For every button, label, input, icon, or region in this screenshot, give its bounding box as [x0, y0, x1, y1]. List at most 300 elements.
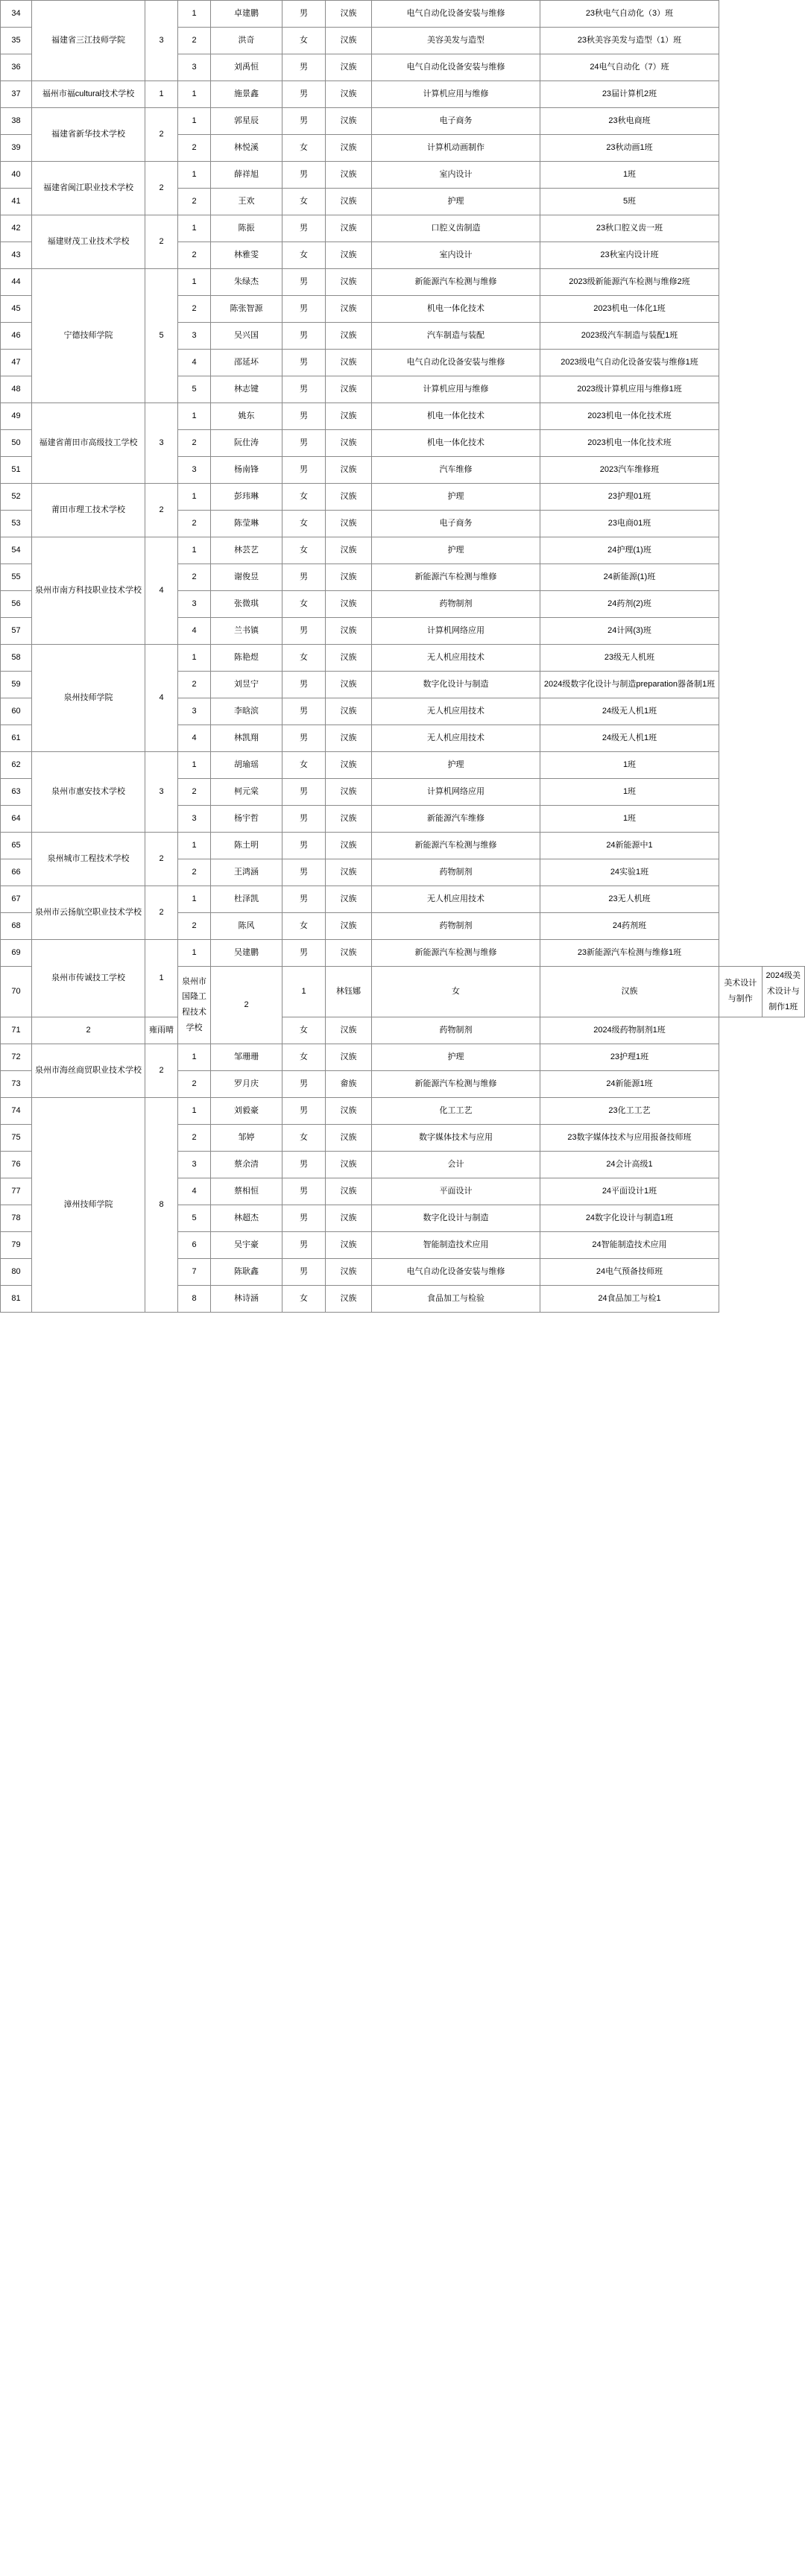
cell-gender-text: 男 [300, 277, 308, 287]
cell-seq [1, 1151, 32, 1178]
cell-seq-text: 75 [11, 1132, 21, 1142]
cell-name [211, 162, 282, 189]
cell-class-text: 2023级电气自动化设备安装与维修1班 [561, 358, 698, 367]
cell-ethnicity-text: 汉族 [340, 411, 357, 421]
cell-seq-text: 57 [11, 626, 21, 636]
cell-major [372, 1017, 540, 1044]
cell-class [540, 350, 719, 376]
cell-index [178, 484, 211, 511]
cell-gender [282, 1, 326, 28]
cell-major [372, 376, 540, 403]
cell-class-text: 1班 [622, 787, 637, 797]
cell-major-text: 无人机应用技术 [427, 894, 484, 904]
cell-index [178, 806, 211, 833]
cell-index-text: 3 [192, 1159, 197, 1169]
cell-ethnicity [540, 967, 719, 1017]
cell-seq-text: 70 [11, 986, 21, 996]
cell-seq [1, 1, 32, 28]
cell-school-text: 泉州市南方科技职业技术学校 [35, 586, 142, 596]
cell-index [178, 1231, 211, 1258]
cell-ethnicity [326, 215, 372, 242]
cell-seq [1, 967, 32, 1017]
cell-seq [1, 1070, 32, 1097]
cell-ethnicity-text: 汉族 [340, 438, 357, 448]
cell-count-text: 2 [159, 505, 164, 515]
cell-school [32, 403, 145, 484]
cell-gender-text: 男 [300, 680, 308, 689]
cell-major [719, 967, 763, 1017]
cell-major-text: 无人机应用技术 [427, 707, 484, 716]
cell-count-text: 3 [159, 438, 164, 448]
cell-gender [282, 645, 326, 672]
cell-index [178, 269, 211, 296]
cell-index-text: 1 [192, 170, 197, 180]
cell-class-text: 1班 [622, 170, 637, 180]
cell-name-text: 卓建鹏 [234, 9, 259, 19]
table-row [1, 162, 805, 189]
cell-seq-text: 80 [11, 1266, 21, 1276]
cell-gender [282, 376, 326, 403]
cell-seq-text: 38 [11, 116, 21, 126]
cell-class [540, 1258, 719, 1285]
cell-ethnicity [326, 81, 372, 108]
cell-major [372, 940, 540, 967]
cell-name-text: 谢俊昱 [234, 572, 259, 582]
cell-ethnicity-text: 汉族 [340, 599, 357, 609]
cell-index-text: 7 [192, 1266, 197, 1276]
cell-major-text: 药物制剂 [439, 868, 473, 877]
cell-major-text: 计算机网络应用 [427, 787, 484, 797]
cell-gender [282, 296, 326, 323]
cell-major [372, 403, 540, 430]
cell-name [211, 269, 282, 296]
cell-school-text: 泉州市国隆工程技术学校 [182, 976, 206, 1033]
cell-class [540, 564, 719, 591]
cell-seq-text: 42 [11, 224, 21, 233]
cell-gender-text: 男 [300, 1159, 308, 1169]
cell-school [178, 967, 211, 1044]
cell-ethnicity [326, 752, 372, 779]
cell-seq [1, 1178, 32, 1205]
cell-ethnicity-text: 汉族 [340, 385, 357, 394]
cell-index-text: 2 [192, 680, 197, 689]
cell-gender-text: 女 [300, 1052, 308, 1061]
cell-name-text: 林雅雯 [234, 250, 259, 260]
cell-major-text: 电气自动化设备安装与维修 [406, 63, 505, 72]
cell-name-text: 林芸艺 [234, 546, 259, 555]
cell-seq [1, 376, 32, 403]
cell-ethnicity-text: 汉族 [340, 1132, 357, 1142]
cell-seq-text: 54 [11, 546, 21, 555]
cell-major [372, 1097, 540, 1124]
cell-name-text: 柯元棠 [234, 787, 259, 797]
cell-ethnicity [326, 1231, 372, 1258]
cell-seq-text: 47 [11, 358, 21, 367]
cell-major [372, 859, 540, 886]
cell-count-text: 4 [159, 693, 164, 703]
cell-ethnicity-text: 汉族 [340, 358, 357, 367]
cell-index-text: 5 [192, 1213, 197, 1222]
cell-count [145, 81, 178, 108]
cell-seq-text: 62 [11, 760, 21, 770]
cell-class [540, 1070, 719, 1097]
cell-seq-text: 52 [11, 492, 21, 502]
cell-name-text: 洪奇 [238, 36, 255, 45]
cell-gender [282, 1044, 326, 1070]
cell-index-text: 1 [192, 116, 197, 126]
cell-gender-text: 男 [300, 814, 308, 824]
cell-name-text: 姚东 [238, 411, 255, 421]
cell-gender [282, 108, 326, 135]
cell-major-text: 计算机应用与维修 [423, 385, 489, 394]
cell-seq [1, 886, 32, 913]
cell-ethnicity [326, 28, 372, 54]
cell-ethnicity-text: 汉族 [340, 1186, 357, 1196]
cell-class [540, 698, 719, 725]
cell-name [211, 591, 282, 618]
cell-gender [282, 350, 326, 376]
cell-class [540, 806, 719, 833]
cell-gender [282, 242, 326, 269]
cell-ethnicity [326, 1258, 372, 1285]
cell-name [211, 81, 282, 108]
cell-ethnicity [326, 1178, 372, 1205]
cell-class-text: 24级无人机1班 [602, 733, 657, 743]
cell-ethnicity [326, 618, 372, 645]
cell-index [178, 1258, 211, 1285]
cell-name [211, 189, 282, 215]
cell-class-text: 23届计算机2班 [602, 89, 657, 99]
cell-major [372, 1151, 540, 1178]
cell-name-text: 胡瑜瑶 [234, 760, 259, 770]
cell-major [372, 135, 540, 162]
cell-major [372, 698, 540, 725]
cell-ethnicity-text: 汉族 [340, 1105, 357, 1115]
cell-index [178, 135, 211, 162]
cell-class [540, 591, 719, 618]
cell-gender [372, 967, 540, 1017]
cell-index [178, 403, 211, 430]
cell-ethnicity-text: 汉族 [340, 572, 357, 582]
cell-ethnicity [326, 54, 372, 81]
cell-gender-text: 男 [300, 170, 308, 180]
cell-class [540, 725, 719, 752]
cell-index [178, 1285, 211, 1312]
cell-name-text: 林志键 [234, 385, 259, 394]
cell-gender-text: 女 [300, 492, 308, 502]
cell-gender [282, 511, 326, 537]
cell-gender [282, 940, 326, 967]
cell-ethnicity-text: 汉族 [340, 143, 357, 153]
cell-seq [1, 564, 32, 591]
cell-name [211, 672, 282, 698]
cell-ethnicity [326, 1151, 372, 1178]
cell-gender [282, 1258, 326, 1285]
cell-index-text: 1 [192, 653, 197, 663]
cell-major [372, 108, 540, 135]
cell-name [211, 323, 282, 350]
cell-index-text: 2 [192, 304, 197, 314]
cell-name [211, 564, 282, 591]
cell-index-text: 1 [192, 760, 197, 770]
cell-name [211, 511, 282, 537]
cell-gender [282, 215, 326, 242]
cell-major-text: 药物制剂 [439, 599, 473, 609]
cell-school [32, 1, 145, 81]
cell-school [32, 108, 145, 162]
cell-school [32, 833, 145, 886]
cell-count-text: 4 [159, 586, 164, 596]
cell-gender [282, 537, 326, 564]
cell-class [540, 645, 719, 672]
cell-major-text: 药物制剂 [439, 1025, 473, 1035]
cell-name-text: 林悦溪 [234, 143, 259, 153]
cell-seq-text: 51 [11, 465, 21, 475]
cell-seq-text: 66 [11, 868, 21, 877]
cell-class-text: 24新能源1班 [606, 1079, 653, 1088]
cell-major-text: 新能源汽车检测与维修 [414, 948, 497, 958]
cell-ethnicity-text: 汉族 [340, 89, 357, 99]
cell-gender-text: 男 [300, 1266, 308, 1276]
table-row [1, 833, 805, 859]
cell-name-text: 林超杰 [234, 1213, 259, 1222]
cell-ethnicity [326, 296, 372, 323]
cell-gender-text: 男 [300, 894, 308, 904]
cell-ethnicity-text: 畲族 [340, 1079, 357, 1088]
cell-major [372, 1178, 540, 1205]
cell-gender-text: 男 [300, 331, 308, 341]
cell-ethnicity [326, 833, 372, 859]
cell-name [211, 28, 282, 54]
cell-class-text: 2024级美术设计与制作1班 [765, 971, 801, 1011]
cell-major [372, 54, 540, 81]
cell-major-text: 机电一体化技术 [427, 304, 484, 314]
cell-class [540, 1151, 719, 1178]
cell-school [32, 81, 145, 108]
cell-gender-text: 男 [300, 707, 308, 716]
cell-index [178, 1, 211, 28]
cell-name-text: 张微琪 [234, 599, 259, 609]
cell-seq-text: 56 [11, 599, 21, 609]
cell-gender-text: 男 [300, 733, 308, 743]
cell-index [178, 162, 211, 189]
cell-major [372, 1285, 540, 1312]
cell-ethnicity [326, 162, 372, 189]
cell-ethnicity [326, 269, 372, 296]
cell-name-text: 陈莹琳 [234, 519, 259, 528]
cell-name [211, 1258, 282, 1285]
cell-seq [1, 108, 32, 135]
cell-gender-text: 女 [300, 36, 308, 45]
cell-index-text: 2 [192, 921, 197, 931]
cell-seq-text: 79 [11, 1240, 21, 1249]
cell-class [540, 672, 719, 698]
cell-index [178, 940, 211, 967]
cell-index [178, 645, 211, 672]
cell-count-text: 1 [159, 973, 164, 982]
cell-gender [282, 430, 326, 457]
cell-ethnicity-text: 汉族 [340, 733, 357, 743]
cell-name-text: 阮仕涛 [234, 438, 259, 448]
cell-class-text: 23电商01班 [607, 519, 651, 528]
cell-index-text: 2 [192, 519, 197, 528]
cell-major-text: 新能源汽车检测与维修 [414, 1079, 497, 1088]
cell-major-text: 食品加工与检验 [427, 1293, 484, 1303]
cell-gender-text: 女 [300, 921, 308, 931]
cell-ethnicity-text: 汉族 [340, 921, 357, 931]
cell-name-text: 杜泽凯 [234, 894, 259, 904]
cell-index [178, 430, 211, 457]
cell-major-text: 药物制剂 [439, 921, 473, 931]
cell-class [762, 967, 805, 1017]
cell-gender-text: 女 [300, 1293, 308, 1303]
cell-major-text: 化工工艺 [439, 1105, 473, 1115]
cell-major-text: 电子商务 [439, 519, 473, 528]
cell-seq-text: 67 [11, 894, 21, 904]
cell-ethnicity-text: 汉族 [340, 519, 357, 528]
cell-ethnicity-text: 汉族 [340, 626, 357, 636]
cell-count [145, 645, 178, 752]
cell-major [372, 537, 540, 564]
cell-index-text: 3 [192, 814, 197, 824]
cell-gender-text: 男 [300, 572, 308, 582]
cell-index-text: 2 [192, 197, 197, 206]
cell-class [540, 54, 719, 81]
cell-school-text: 莆田市理工技术学校 [51, 505, 125, 515]
table-row [1, 537, 805, 564]
cell-index-text: 3 [192, 331, 197, 341]
cell-seq [1, 215, 32, 242]
cell-count-text: 2 [244, 1000, 249, 1009]
cell-school-text: 福建省莆田市高级技工学校 [39, 438, 138, 448]
cell-name [211, 1205, 282, 1231]
cell-ethnicity-text: 汉族 [340, 814, 357, 824]
cell-major [372, 672, 540, 698]
cell-name-text: 兰书镇 [234, 626, 259, 636]
cell-gender-text: 男 [300, 89, 308, 99]
cell-gender [282, 913, 326, 940]
cell-ethnicity [326, 886, 372, 913]
cell-gender [282, 698, 326, 725]
cell-major [372, 1044, 540, 1070]
cell-major [372, 1070, 540, 1097]
cell-index-text: 2 [192, 250, 197, 260]
cell-major-text: 无人机应用技术 [427, 733, 484, 743]
cell-class-text: 23护理1班 [610, 1052, 649, 1061]
cell-gender-text: 女 [300, 519, 308, 528]
cell-index-text: 5 [192, 385, 197, 394]
cell-name [145, 1017, 178, 1044]
cell-ethnicity [326, 1017, 372, 1044]
cell-count [145, 403, 178, 484]
cell-name-text: 吴兴国 [234, 331, 259, 341]
cell-class-text: 24新能源中1 [606, 841, 653, 850]
cell-major [372, 1258, 540, 1285]
cell-ethnicity [326, 457, 372, 484]
cell-school-text: 漳州技师学院 [63, 1199, 113, 1209]
cell-ethnicity-text: 汉族 [621, 986, 638, 996]
cell-seq [1, 484, 32, 511]
cell-major [372, 162, 540, 189]
cell-ethnicity [326, 350, 372, 376]
cell-index-text: 1 [301, 986, 306, 996]
cell-ethnicity-text: 汉族 [340, 36, 357, 45]
cell-gender-text: 女 [300, 143, 308, 153]
cell-class-text: 24药剂(2)班 [607, 599, 651, 609]
cell-index-text: 1 [192, 277, 197, 287]
cell-major-text: 新能源汽车检测与维修 [414, 572, 497, 582]
cell-count-text: 3 [159, 787, 164, 797]
cell-seq-text: 45 [11, 304, 21, 314]
cell-school-text: 福州市福cultural技术学校 [42, 89, 135, 99]
cell-major-text: 机电一体化技术 [427, 438, 484, 448]
cell-ethnicity-text: 汉族 [340, 1159, 357, 1169]
cell-seq-text: 40 [11, 170, 21, 180]
table-row [1, 269, 805, 296]
cell-class-text: 2023机电一体化技术班 [587, 411, 672, 421]
cell-index [178, 215, 211, 242]
cell-class-text: 23新能源汽车检测与维修1班 [577, 948, 682, 958]
cell-major-text: 电子商务 [439, 116, 473, 126]
cell-gender [282, 457, 326, 484]
cell-major [372, 752, 540, 779]
cell-count [145, 537, 178, 645]
cell-class-text: 2023级新能源汽车检测与维修2班 [569, 277, 690, 287]
cell-gender-text: 女 [300, 250, 308, 260]
cell-school-text: 泉州市传诚技工学校 [51, 973, 125, 982]
cell-major-text: 新能源汽车维修 [427, 814, 484, 824]
cell-name-text: 陈振 [238, 224, 255, 233]
cell-ethnicity-text: 汉族 [340, 868, 357, 877]
cell-count [145, 162, 178, 215]
cell-class-text: 24实验1班 [610, 868, 649, 877]
cell-ethnicity [326, 430, 372, 457]
cell-major-text: 平面设计 [439, 1186, 473, 1196]
cell-name-text: 薛祥旭 [234, 170, 259, 180]
cell-index [178, 189, 211, 215]
cell-ethnicity [326, 564, 372, 591]
cell-name [211, 698, 282, 725]
cell-seq [1, 645, 32, 672]
cell-name-text: 施景鑫 [234, 89, 259, 99]
cell-class [540, 1017, 719, 1044]
cell-index [178, 108, 211, 135]
cell-name [211, 296, 282, 323]
cell-seq [1, 403, 32, 430]
cell-name [211, 242, 282, 269]
cell-gender-text: 男 [300, 116, 308, 126]
cell-gender-text: 男 [300, 385, 308, 394]
cell-class [540, 457, 719, 484]
cell-school-text: 泉州市海丝商贸职业技术学校 [35, 1065, 142, 1075]
cell-gender [282, 1017, 326, 1044]
cell-count [145, 1044, 178, 1097]
cell-ethnicity-text: 汉族 [340, 1266, 357, 1276]
cell-index-text: 1 [192, 948, 197, 958]
cell-name [211, 457, 282, 484]
cell-seq-text: 43 [11, 250, 21, 260]
cell-seq-text: 64 [11, 814, 21, 824]
cell-class-text: 2023机电一体化1班 [593, 304, 666, 314]
cell-gender-text: 男 [300, 358, 308, 367]
cell-count-text: 2 [159, 854, 164, 864]
cell-seq [1, 269, 32, 296]
cell-class-text: 24会计高级1 [606, 1159, 653, 1169]
cell-class [540, 81, 719, 108]
cell-name-text: 邹珊珊 [234, 1052, 259, 1061]
cell-name [211, 859, 282, 886]
cell-index-text: 1 [192, 89, 197, 99]
